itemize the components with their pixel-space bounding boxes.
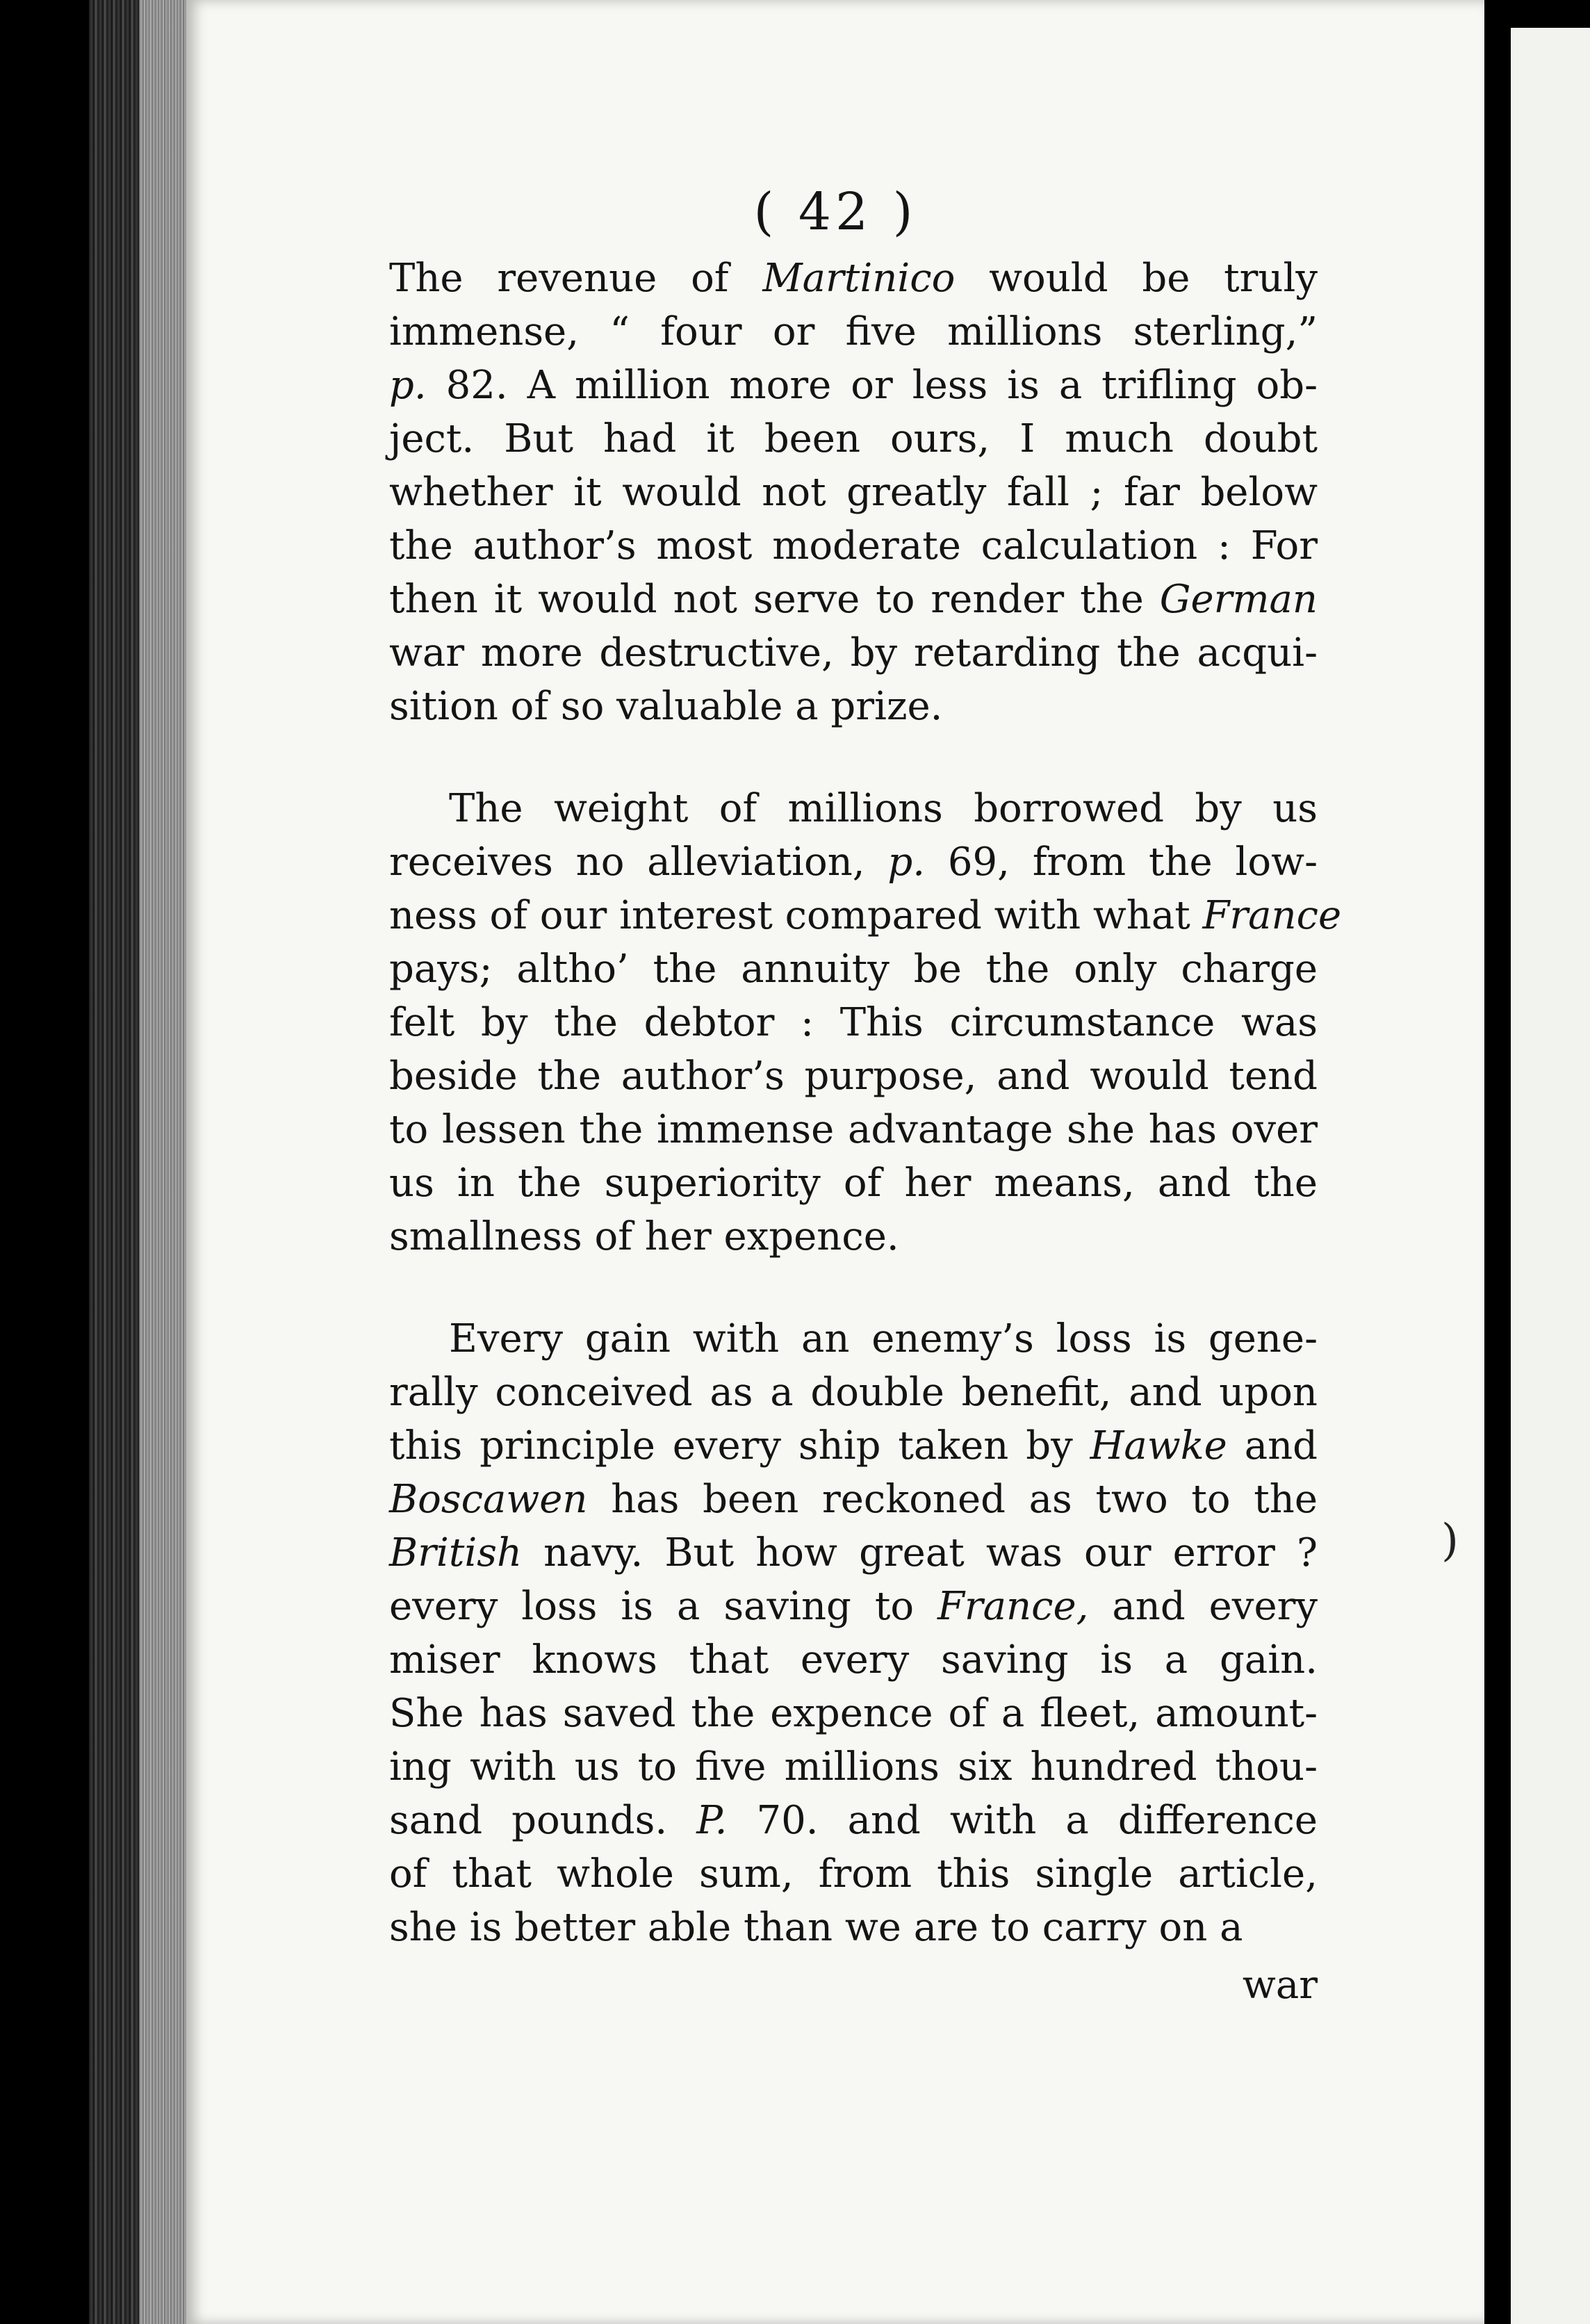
- text-line: of that whole sum, from this single article,: [389, 1851, 1318, 1897]
- text-line: ing with us to five millions six hundred thou-: [389, 1744, 1318, 1790]
- text-line: The weight of millions borrowed by us: [449, 786, 1318, 831]
- text-line: to lessen the immense advantage she has over: [389, 1107, 1318, 1152]
- facing-page-sliver: [1507, 28, 1590, 2324]
- text-line: p. 82. A million more or less is a trifling ob-: [389, 363, 1318, 408]
- text-line: ness of our interest compared with what France: [389, 893, 1342, 938]
- text-line: Every gain with an enemy’s loss is gene-: [449, 1316, 1318, 1361]
- paragraph-1: [389, 252, 1318, 733]
- paragraph-3: [389, 1312, 1318, 1954]
- catchword: war: [1242, 1963, 1318, 2008]
- italic-text: Hawke: [1090, 1423, 1227, 1468]
- italic-text: Boscawen: [389, 1477, 588, 1522]
- text-line: then it would not serve to render the German: [389, 577, 1318, 622]
- text-line: sition of so valuable a prize.: [389, 684, 943, 729]
- text-line: this principle every ship taken by Hawke and: [389, 1423, 1318, 1468]
- text-line: whether it would not greatly fall ; far below: [389, 470, 1318, 515]
- italic-text: British: [389, 1530, 523, 1576]
- page-body-text: [389, 252, 1342, 2012]
- text-line: beside the author’s purpose, and would tend: [389, 1054, 1318, 1099]
- text-line: felt by the debtor : This circumstance was: [389, 1000, 1318, 1045]
- text-line: British navy. But how great was our error ?: [389, 1530, 1318, 1576]
- text-line: Boscawen has been reckoned as two to the: [389, 1477, 1318, 1522]
- text-line: receives no alleviation, p. 69, from the low-: [389, 840, 1318, 885]
- italic-text: France: [1202, 893, 1342, 938]
- text-line: immense, “ four or five millions sterling,”: [389, 309, 1318, 354]
- italic-text: Martinico: [762, 256, 956, 301]
- text-line: she is better able than we are to carry on a: [389, 1905, 1243, 1950]
- page-number: ( 42 ): [753, 182, 917, 242]
- text-line: pays; altho’ the annuity be the only charge: [389, 947, 1318, 992]
- italic-text: P.: [696, 1798, 728, 1843]
- text-line: every loss is a saving to France, and every: [389, 1584, 1318, 1629]
- text-line: rally conceived as a double benefit, and upon: [389, 1370, 1318, 1415]
- italic-text: German: [1159, 577, 1318, 622]
- text-line: sand pounds. P. 70. and with a difference: [389, 1798, 1318, 1843]
- text-line: She has saved the expence of a fleet, amount-: [389, 1691, 1318, 1736]
- text-line: the author’s most moderate calculation : For: [389, 523, 1318, 568]
- paragraph-2: [389, 782, 1342, 1263]
- italic-text: p.: [887, 840, 926, 885]
- text-line: war more destructive, by retarding the acqui-: [389, 630, 1318, 676]
- text-line: miser knows that every saving is a gain.: [389, 1637, 1318, 1683]
- text-line: The revenue of Martinico would be truly: [389, 256, 1318, 301]
- text-line: us in the superiority of her means, and the: [389, 1161, 1318, 1206]
- italic-text: France,: [937, 1584, 1089, 1629]
- book-page-edges-highlight: [139, 0, 188, 2324]
- facing-page-mark: ): [1441, 1515, 1459, 1566]
- italic-text: p.: [389, 363, 427, 408]
- text-line: smallness of her expence.: [389, 1214, 899, 1259]
- text-line: ject. But had it been ours, I much doubt: [389, 416, 1318, 461]
